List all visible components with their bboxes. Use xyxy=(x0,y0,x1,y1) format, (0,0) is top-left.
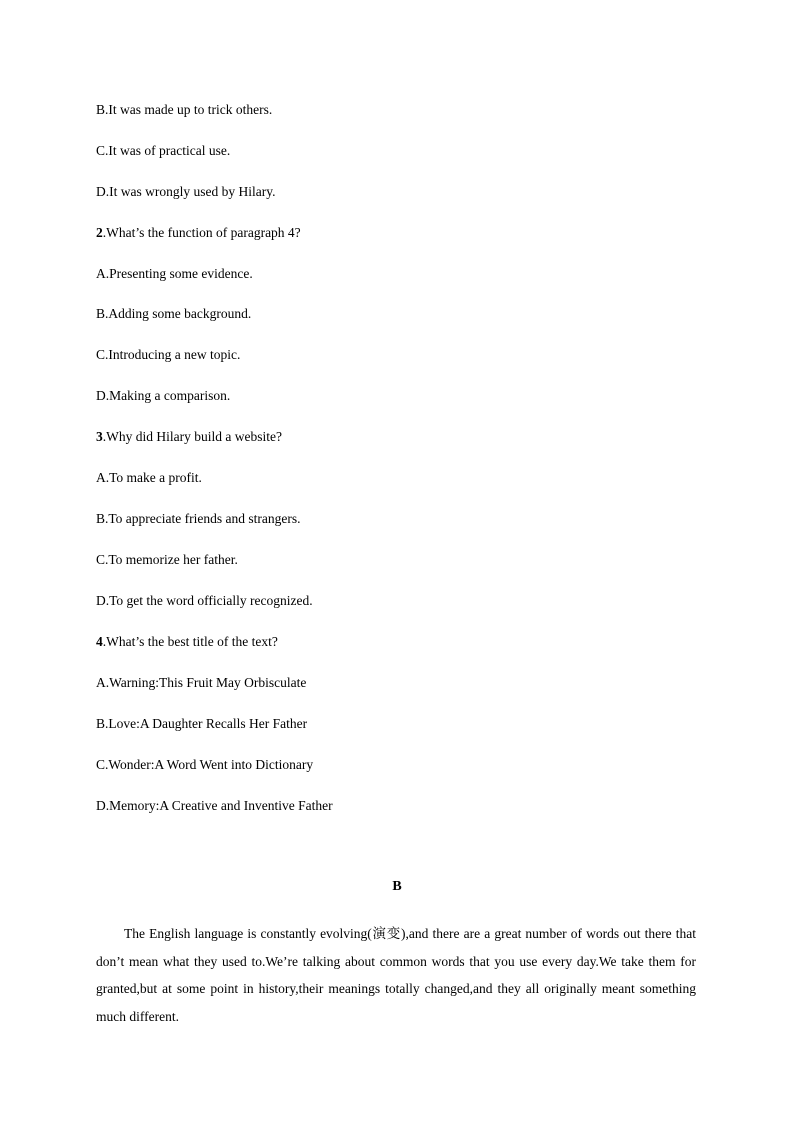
q3-option-c: C.To memorize her father. xyxy=(96,552,238,567)
q3-number: 3 xyxy=(96,429,103,444)
section-b-paragraph: The English language is constantly evolving(演变),and there are a great number of words out there that don’t mean what they used to.We’re talking about common words that you use every day.We take them for granted,but at some point in history,their meanings totally changed,and they all originally meant something much different. xyxy=(96,926,696,1024)
q3-stem xyxy=(96,429,282,445)
q1-option-c: C.It was of practical use. xyxy=(96,143,231,158)
q4-text: .What’s the best title of the text? xyxy=(102,634,278,649)
q2-number: 2 xyxy=(96,225,103,240)
q2-option-b: B.Adding some background. xyxy=(96,306,252,321)
q2-option-a: A.Presenting some evidence. xyxy=(96,266,253,281)
q1-option-d: D.It was wrongly used by Hilary. xyxy=(96,184,276,199)
q4-stem xyxy=(96,634,278,650)
q3-option-d: D.To get the word officially recognized. xyxy=(96,593,313,608)
q2-stem xyxy=(96,225,301,241)
q4-option-b: B.Love:A Daughter Recalls Her Father xyxy=(96,716,308,731)
q1-option-b: B.It was made up to trick others. xyxy=(96,102,273,117)
q4-option-c: C.Wonder:A Word Went into Dictionary xyxy=(96,757,314,772)
q3-text: .Why did Hilary build a website? xyxy=(102,429,282,444)
q4-option-d: D.Memory:A Creative and Inventive Father xyxy=(96,798,333,813)
section-b-title: B xyxy=(392,879,402,894)
q4-number: 4 xyxy=(96,634,103,649)
q3-option-b: B.To appreciate friends and strangers. xyxy=(96,511,301,526)
q4-option-a: A.Warning:This Fruit May Orbisculate xyxy=(96,675,307,690)
q3-option-a: A.To make a profit. xyxy=(96,470,202,485)
q2-text: .What’s the function of paragraph 4? xyxy=(102,225,301,240)
q2-option-d: D.Making a comparison. xyxy=(96,388,231,403)
q2-option-c: C.Introducing a new topic. xyxy=(96,347,241,362)
